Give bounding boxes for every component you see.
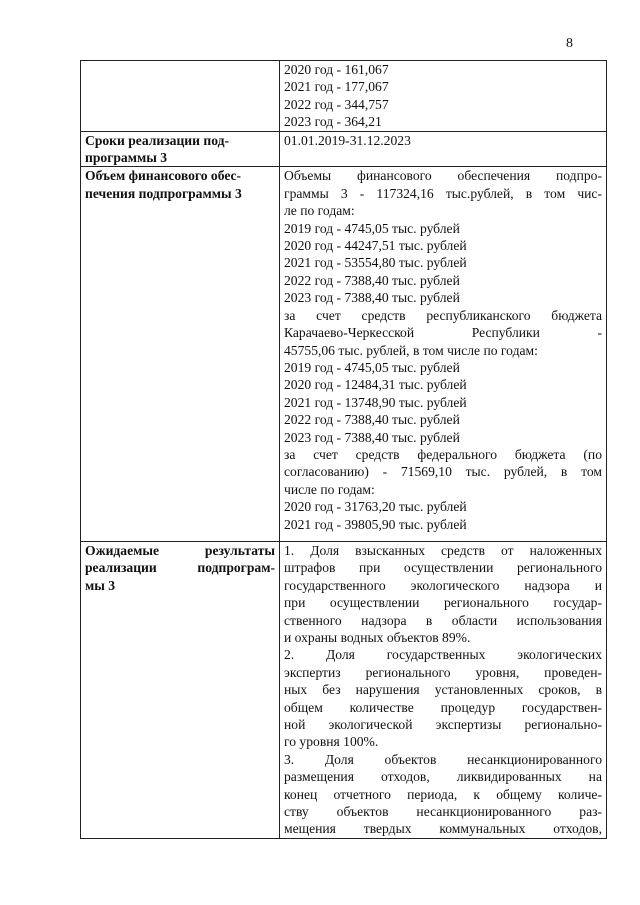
- page-number: 8: [566, 36, 573, 51]
- text-line: ной экологической экспертизы регионально-: [284, 717, 602, 733]
- text-line: 2020 год - 161,067: [284, 62, 389, 77]
- label-line: печения подпрограммы 3: [85, 185, 242, 201]
- row-value-implementation-period: [280, 131, 607, 167]
- table-row-financing-volume: [81, 167, 607, 542]
- text-line: 2019 год - 4745,05 тыс. рублей: [284, 220, 460, 236]
- text-line: общем количестве процедур государствен-: [284, 699, 602, 715]
- row-label-empty: [81, 61, 280, 132]
- text-line: конец отчетного периода, к общему количе-: [284, 786, 602, 802]
- text-line: 2021 год - 177,067: [284, 79, 389, 95]
- text-line: 2021 год - 53554,80 тыс. рублей: [284, 255, 467, 271]
- text-line: за счет средств федерального бюджета (по: [284, 446, 602, 462]
- row-value-financing-volume: [280, 167, 607, 542]
- table-row-expected-results: [81, 541, 607, 838]
- text-line: государственного экологического надзора и: [284, 577, 602, 593]
- text-line: 2. Доля государственных экологических: [284, 647, 602, 663]
- text-line: 2020 год - 44247,51 тыс. рублей: [284, 238, 467, 254]
- text-line: и охраны водных объектов 89%.: [284, 630, 471, 645]
- text-line: 3. Доля объектов несанкционированного: [284, 751, 602, 767]
- text-line: граммы 3 - 117324,16 тыс.рублей, в том чис-: [284, 185, 602, 201]
- text-line: 01.01.2019-31.12.2023: [284, 132, 411, 148]
- text-line: 2019 год - 4745,05 тыс. рублей: [284, 359, 460, 375]
- label-line: Объем финансового обес-: [85, 168, 242, 184]
- text-line: экспертиз регионального уровня, проведен-: [284, 664, 602, 680]
- text-line: при осуществлении регионального государ-: [284, 595, 602, 611]
- text-line: согласованию) - 71569,10 тыс. рублей, в том: [284, 464, 602, 480]
- text-line: размещения отходов, ликвидированных на: [284, 769, 602, 785]
- passport-table: [80, 60, 607, 839]
- text-line: числе по годам:: [284, 481, 375, 497]
- text-line: 2023 год - 7388,40 тыс. рублей: [284, 429, 460, 445]
- text-line: ству объектов несанкционированного раз-: [284, 804, 602, 820]
- row-label-financing-volume: [81, 167, 280, 542]
- row-label-implementation-period: [81, 131, 280, 167]
- text-line: 2022 год - 7388,40 тыс. рублей: [284, 272, 460, 288]
- text-line: 2020 год - 12484,31 тыс. рублей: [284, 377, 467, 393]
- row-value-expected-results: [280, 541, 607, 838]
- text-line: 2020 год - 31763,20 тыс. рублей: [284, 499, 467, 515]
- row-value-funding-continuation: [280, 61, 607, 132]
- text-line: 2022 год - 7388,40 тыс. рублей: [284, 412, 460, 428]
- text-line: ных без нарушения установленных сроков, в: [284, 682, 602, 698]
- text-line: за счет средств республиканского бюджета: [284, 307, 602, 323]
- text-line: го уровня 100%.: [284, 734, 379, 750]
- text-line: 2021 год - 39805,90 тыс. рублей: [284, 516, 467, 532]
- text-line: 45755,06 тыс. рублей, в том числе по годам:: [284, 342, 538, 358]
- table-row-funding-continuation: [81, 61, 607, 132]
- text-line: 2021 год - 13748,90 тыс. рублей: [284, 394, 467, 410]
- label-line: мы 3: [85, 577, 116, 593]
- text-line: 2022 год - 344,757: [284, 96, 389, 112]
- label-line: реализации подпрограм-: [85, 560, 275, 576]
- text-line: ственного надзора в области использования: [284, 612, 602, 628]
- label-line: программы 3: [85, 150, 168, 166]
- text-line: 2023 год - 7388,40 тыс. рублей: [284, 290, 460, 306]
- text-line: Объемы финансового обеспечения подпро-: [284, 168, 602, 184]
- label-line: Ожидаемые результаты: [85, 542, 275, 558]
- text-line: 1. Доля взысканных средств от наложенных: [284, 542, 602, 558]
- text-line: мещения твердых коммунальных отходов,: [284, 821, 602, 837]
- text-line: Карачаево-Черкесской Республики -: [284, 325, 602, 341]
- text-line: 2023 год - 364,21: [284, 114, 382, 130]
- row-label-expected-results: [81, 541, 280, 838]
- text-line: ле по годам:: [284, 203, 355, 219]
- table-row-implementation-period: [81, 131, 607, 167]
- label-line: Сроки реализации под-: [85, 132, 230, 148]
- text-line: штрафов при осуществлении регионального: [284, 560, 602, 576]
